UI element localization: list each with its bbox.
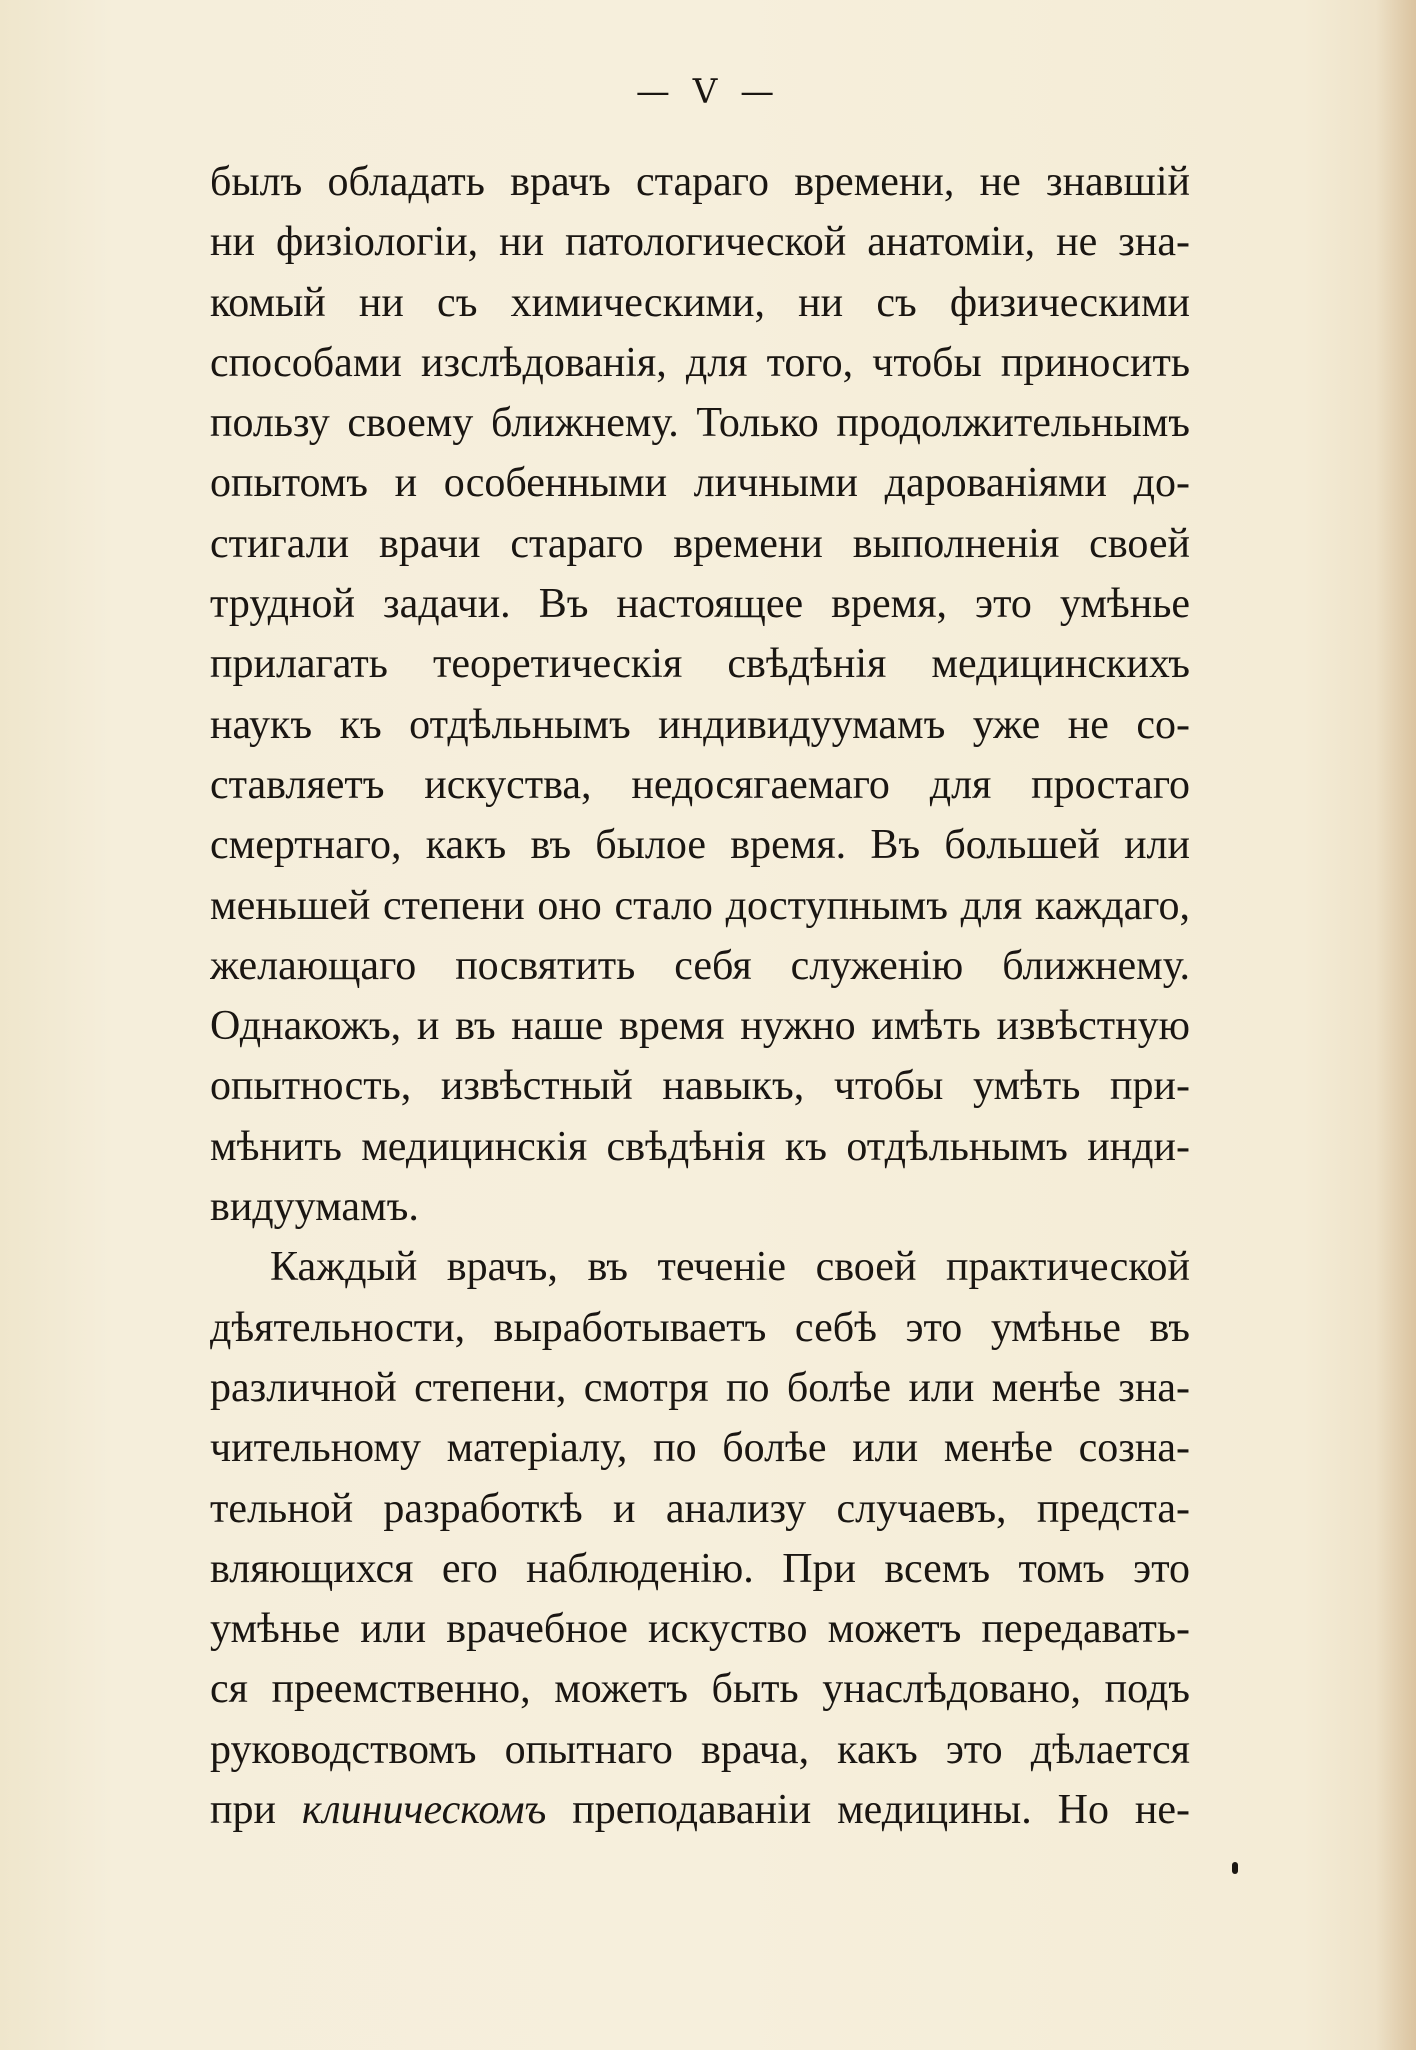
text-line: опытность, извѣстный навыкъ, чтобы умѣть при- — [210, 1063, 1190, 1110]
page-number: — V — — [635, 72, 781, 112]
text-line: вляющихся его наблюденію. При всемъ томъ это — [210, 1545, 1190, 1592]
text-line: трудной задачи. Въ настоящее время, это умѣнье — [210, 581, 1190, 628]
text-line: умѣнье или врачебное искуство можетъ передавать- — [210, 1606, 1190, 1653]
body-text — [210, 152, 1190, 1840]
text-line-final — [210, 1780, 1190, 1840]
italic-term: клиническомъ — [301, 1787, 547, 1834]
text-line: наукъ къ отдѣльнымъ индивидуумамъ уже не со- — [210, 701, 1190, 748]
text-line: меньшей степени оно стало доступнымъ для каждаго, — [210, 882, 1190, 929]
ink-mark — [1232, 1862, 1238, 1874]
text-line: прилагать теоретическія свѣдѣнія медицинскихъ — [210, 641, 1190, 688]
text-line: былъ обладать врачъ стараго времени, не знавшій — [210, 159, 1190, 205]
text-line: руководствомъ опытнаго врача, какъ это дѣлается — [210, 1726, 1190, 1773]
text-line: Каждый врачъ, въ теченіе своей практической — [270, 1244, 1190, 1291]
text-line: ся преемственно, можетъ быть унаслѣдовано, подъ — [210, 1666, 1190, 1713]
text-line: Однакожъ, и въ наше время нужно имѣть извѣстную — [210, 1003, 1190, 1050]
text-line: чительному матеріалу, по болѣе или менѣе созна- — [210, 1425, 1190, 1472]
text-line: дѣятельности, выработываетъ себѣ это умѣнье въ — [210, 1304, 1190, 1351]
text-line: тельной разработкѣ и анализу случаевъ, предста- — [210, 1485, 1190, 1532]
text-line: опытомъ и особенными личными дарованіями до- — [210, 460, 1190, 507]
text-line: способами изслѣдованія, для того, чтобы приносить — [210, 339, 1190, 386]
text-line: стигали врачи стараго времени выполненія своей — [210, 520, 1190, 567]
text-line: ни физіологіи, ни патологической анатоміи, не зна- — [210, 219, 1190, 266]
text-line: мѣнить медицинскія свѣдѣнія къ отдѣльнымъ инди- — [210, 1123, 1190, 1170]
page-edge-shadow — [1376, 0, 1416, 2050]
text-segment: при — [210, 1787, 302, 1834]
text-line: желающаго посвятить себя служенію ближнему. — [210, 942, 1190, 989]
text-line: ставляетъ искуства, недосягаемаго для простаго — [210, 761, 1190, 808]
text-line: видуумамъ. — [210, 1184, 419, 1231]
text-line: различной степени, смотря по болѣе или менѣе зна- — [210, 1364, 1190, 1411]
text-line: комый ни съ химическими, ни съ физическими — [210, 279, 1190, 326]
text-line: смертнаго, какъ въ былое время. Въ большей или — [210, 822, 1190, 869]
text-line: пользу своему ближнему. Только продолжительнымъ — [210, 400, 1190, 447]
text-segment: преподаваніи медицины. Но не- — [546, 1787, 1190, 1834]
